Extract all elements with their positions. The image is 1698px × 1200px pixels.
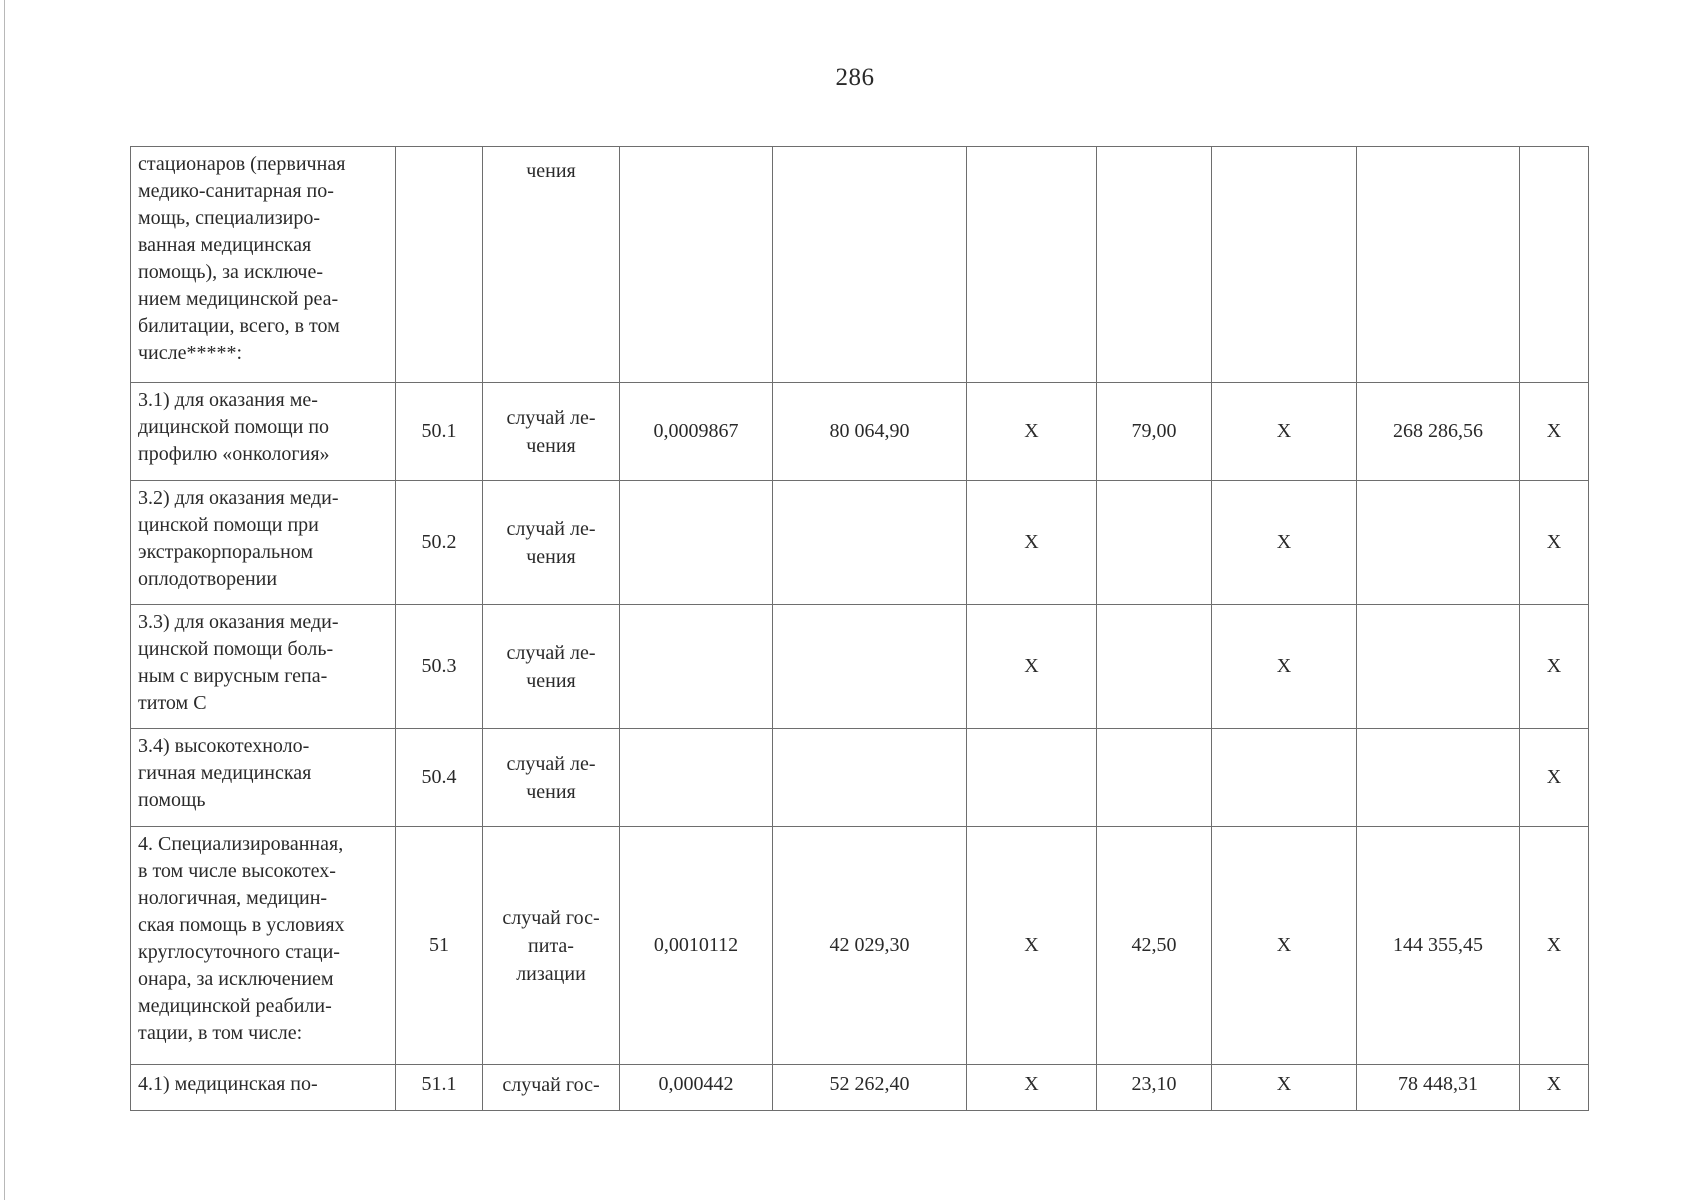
row-value-cell: Х [1212,1065,1357,1111]
row-value-cell: 79,00 [1097,383,1212,481]
row-value-cell [1097,605,1212,729]
row-value-cell: 78 448,31 [1357,1065,1520,1111]
row-value-cell: Х [967,605,1097,729]
row-unit-cell: случай ле- чения [483,481,620,605]
table-row [131,1065,1589,1111]
row-value-cell: Х [1520,605,1589,729]
row-value-cell: Х [967,383,1097,481]
row-value-cell: Х [1520,827,1589,1065]
row-value-cell [1357,605,1520,729]
row-unit-cell: случай ле- чения [483,383,620,481]
row-code-cell [396,147,483,383]
row-name-cell: 4. Специализированная, в том числе высокотех- нологичная, медицин- ская помощь в условиях круглосуточного стаци- онара, за исключением медицинской реабили- тации, в том числе: [131,827,396,1065]
row-name-cell: стационаров (первичная медико-санитарная по- мощь, специализиро- ванная медицинская помощь), за исключе- нием медицинской реа- билитации, всего, в том числе*****: [131,147,396,383]
row-unit-cell: случай гос- пита- лизации [483,827,620,1065]
page-number: 286 [835,64,875,91]
row-value-cell: Х [1212,827,1357,1065]
row-value-cell [1357,481,1520,605]
row-value-cell: Х [1212,481,1357,605]
row-value-cell [773,147,967,383]
row-value-cell [1357,729,1520,827]
row-code-cell: 51.1 [396,1065,483,1111]
row-value-cell: 0,0010112 [620,827,773,1065]
row-value-cell [1097,481,1212,605]
row-value-cell: 268 286,56 [1357,383,1520,481]
table-row [131,481,1589,605]
row-code-cell: 50.1 [396,383,483,481]
page-edge-line [4,0,5,1200]
row-value-cell: 23,10 [1097,1065,1212,1111]
row-value-cell [773,729,967,827]
row-value-cell: Х [1212,605,1357,729]
row-value-cell: 52 262,40 [773,1065,967,1111]
row-value-cell: Х [967,827,1097,1065]
row-value-cell [620,481,773,605]
row-value-cell: Х [967,481,1097,605]
row-value-cell [1212,729,1357,827]
row-value-cell [773,605,967,729]
row-name-cell: 3.2) для оказания меди- цинской помощи при экстракорпоральном оплодотворении [131,481,396,605]
row-value-cell [967,729,1097,827]
row-unit-cell: случай ле- чения [483,729,620,827]
row-value-cell [620,147,773,383]
row-code-cell: 50.3 [396,605,483,729]
row-value-cell: 144 355,45 [1357,827,1520,1065]
table-row [131,605,1589,729]
row-value-cell [1357,147,1520,383]
row-value-cell: Х [1520,1065,1589,1111]
row-value-cell: Х [967,1065,1097,1111]
row-name-cell: 4.1) медицинская по- [131,1065,396,1111]
row-value-cell [1212,147,1357,383]
row-value-cell: 42 029,30 [773,827,967,1065]
row-value-cell: Х [1520,383,1589,481]
row-unit-cell: чения [483,147,620,383]
table-row [131,147,1589,383]
table-row [131,729,1589,827]
table-row [131,383,1589,481]
row-value-cell: Х [1212,383,1357,481]
data-table [130,146,1589,1111]
row-name-cell: 3.3) для оказания меди- цинской помощи боль- ным с вирусным гепа- титом С [131,605,396,729]
row-value-cell: Х [1520,481,1589,605]
row-unit-cell: случай гос- [483,1065,620,1111]
row-value-cell [620,605,773,729]
row-value-cell [1097,147,1212,383]
row-value-cell [967,147,1097,383]
row-code-cell: 50.4 [396,729,483,827]
row-value-cell [620,729,773,827]
row-name-cell: 3.1) для оказания ме- дицинской помощи по профилю «онкология» [131,383,396,481]
row-unit-cell: случай ле- чения [483,605,620,729]
row-code-cell: 51 [396,827,483,1065]
row-value-cell [1520,147,1589,383]
row-value-cell [1097,729,1212,827]
row-value-cell: 42,50 [1097,827,1212,1065]
row-value-cell: 0,0009867 [620,383,773,481]
row-value-cell: Х [1520,729,1589,827]
row-name-cell: 3.4) высокотехноло- гичная медицинская помощь [131,729,396,827]
row-value-cell: 80 064,90 [773,383,967,481]
row-value-cell: 0,000442 [620,1065,773,1111]
row-value-cell [773,481,967,605]
table-row [131,827,1589,1065]
row-code-cell: 50.2 [396,481,483,605]
